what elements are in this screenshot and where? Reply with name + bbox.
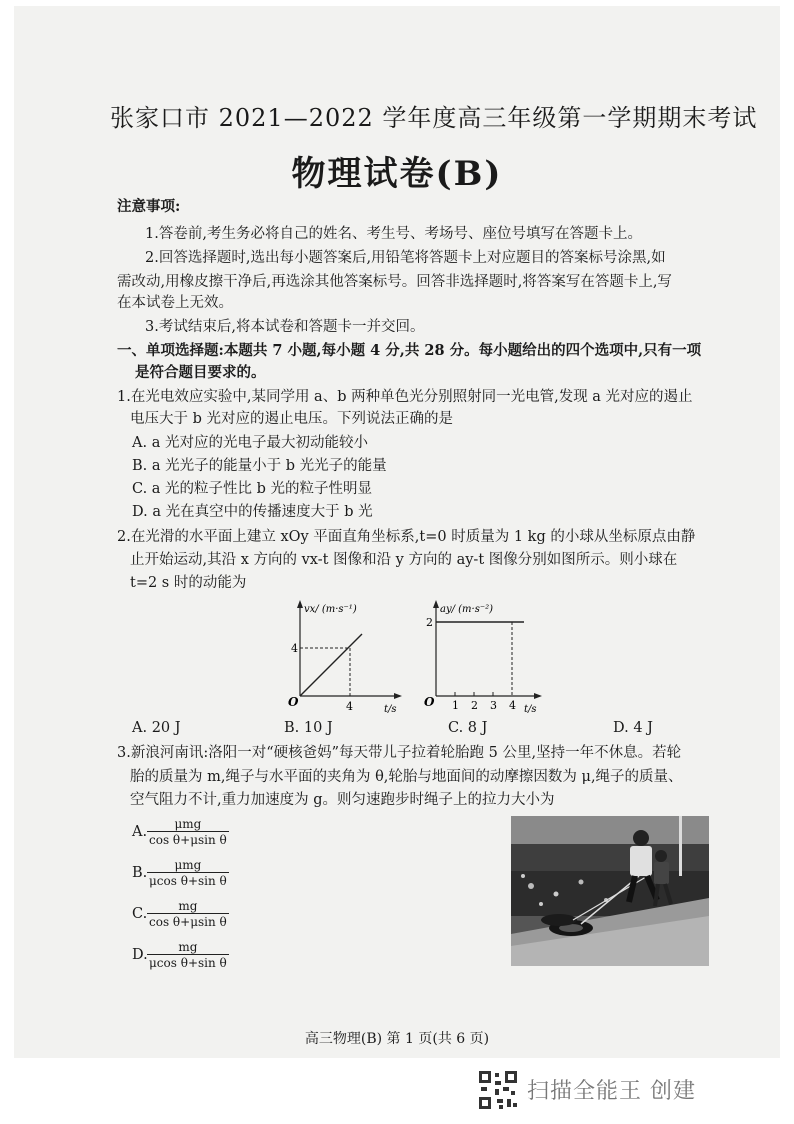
vx-graph-xtick: 4 xyxy=(346,700,353,713)
q3-option-b-numerator: μmg xyxy=(174,858,202,872)
q2-stem-line-2: 止开始运动,其沿 x 方向的 vx-t 图像和沿 y 方向的 ay-t 图像分别如图所示。则小球在 xyxy=(130,552,678,568)
q2-option-a: A. 20 J xyxy=(132,720,181,736)
q3-stem-line-1: 3.新浪河南讯:洛阳一对“硬核爸妈”每天带儿子拉着轮胎跑 5 公里,坚持一年不休息。若轮 xyxy=(117,745,682,761)
notice-line-2: 2.回答选择题时,选出每小题答案后,用铅笔将答题卡上对应题目的答案标号涂黑,如 xyxy=(145,250,666,266)
photo-illustration xyxy=(511,816,709,966)
q3-option-a-label: A. xyxy=(132,824,148,840)
exam-subtitle: 物理试卷(B) xyxy=(291,154,503,194)
ay-graph-xtick-3: 3 xyxy=(490,699,497,712)
scanner-watermark: 扫描全能王 创建 xyxy=(527,1079,696,1104)
q2-option-c: C. 8 J xyxy=(448,720,488,736)
q2-stem-line-3: t=2 s 时的动能为 xyxy=(130,575,247,591)
notice-line-4: 在本试卷上无效。 xyxy=(117,295,233,311)
ay-graph-xlabel: t/s xyxy=(524,704,537,715)
notice-heading: 注意事项: xyxy=(117,198,181,215)
q2-option-d: D. 4 J xyxy=(613,720,653,736)
vx-graph-origin: O xyxy=(288,695,299,709)
q3-option-c-denominator: cos θ+μsin θ xyxy=(149,915,227,929)
section-heading-line-1: 一、单项选择题:本题共 7 小题,每小题 4 分,共 28 分。每小题给出的四个选项中,只有一项 xyxy=(117,342,702,359)
ay-graph-x-arrow xyxy=(534,693,542,699)
q2-stem-line-1: 2.在光滑的水平面上建立 xOy 平面直角坐标系,t=0 时质量为 1 kg 的小球从坐标原点由静 xyxy=(117,529,696,545)
q3-option-d-label: D. xyxy=(132,947,148,963)
exam-title: 张家口市 2021—2022 学年度高三年级第一学期期末考试 xyxy=(110,104,758,132)
vx-graph-x-arrow xyxy=(394,693,402,699)
section-heading-line-2: 是符合题目要求的。 xyxy=(135,364,266,381)
q1-stem-line-2: 电压大于 b 光对应的遏止电压。下列说法正确的是 xyxy=(130,411,453,427)
vx-graph-y-arrow xyxy=(297,600,303,608)
qr-code-icon xyxy=(477,1069,519,1111)
q3-option-b-denominator: μcos θ+sin θ xyxy=(149,874,227,888)
q3-stem-line-2: 胎的质量为 m,绳子与水平面的夹角为 θ,轮胎与地面间的动摩擦因数为 μ,绳子的质量、 xyxy=(130,769,683,785)
q1-option-a: A. a 光对应的光电子最大初动能较小 xyxy=(132,435,368,451)
q3-option-c-fraction xyxy=(147,899,229,929)
q3-option-b-fraction xyxy=(147,858,229,888)
q1-option-c: C. a 光的粒子性比 b 光的粒子性明显 xyxy=(132,481,373,497)
q3-option-a-fraction xyxy=(147,817,229,847)
ay-graph-origin: O xyxy=(424,695,435,709)
q1-stem-line-1: 1.在光电效应实验中,某同学用 a、b 两种单色光分别照射同一光电管,发现 a 光对应的遏止 xyxy=(117,389,693,405)
vx-graph-xlabel: t/s xyxy=(384,704,397,715)
page-footer: 高三物理(B) 第 1 页(共 6 页) xyxy=(304,1031,490,1047)
ay-graph-ylabel: ay/ (m·s⁻²) xyxy=(440,604,494,615)
notice-line-3: 需改动,用橡皮擦干净后,再选涂其他答案标号。回答非选择题时,将答案写在答题卡上,写 xyxy=(117,274,672,290)
q3-option-a-numerator: μmg xyxy=(174,817,202,831)
q3-option-d-fraction xyxy=(147,940,229,970)
q3-option-d-numerator: mg xyxy=(178,940,198,954)
vx-t-graph xyxy=(280,596,410,718)
vx-graph-line xyxy=(300,634,362,696)
q1-option-d: D. a 光在真空中的传播速度大于 b 光 xyxy=(132,504,373,520)
ay-graph-xtick-4: 4 xyxy=(509,699,516,712)
ay-graph-ytick: 2 xyxy=(426,616,433,629)
notice-line-5: 3.考试结束后,将本试卷和答题卡一并交回。 xyxy=(145,319,425,335)
q3-option-d-denominator: μcos θ+sin θ xyxy=(149,956,227,970)
q3-option-a-denominator: cos θ+μsin θ xyxy=(149,833,227,847)
ay-t-graph xyxy=(420,596,550,718)
q1-option-b: B. a 光光子的能量小于 b 光光子的能量 xyxy=(132,458,387,474)
q3-option-b-label: B. xyxy=(132,865,148,881)
q2-option-b: B. 10 J xyxy=(284,720,333,736)
vx-graph-ylabel: vx/ (m·s⁻¹) xyxy=(304,604,357,615)
q3-option-c-numerator: mg xyxy=(178,899,198,913)
notice-line-1: 1.答卷前,考生务必将自己的姓名、考生号、考场号、座位号填写在答题卡上。 xyxy=(145,226,642,242)
tire-running-photo xyxy=(511,816,709,966)
ay-graph-xtick-1: 1 xyxy=(452,699,459,712)
vx-graph-ytick: 4 xyxy=(291,642,298,655)
ay-graph-y-arrow xyxy=(433,600,439,608)
q3-stem-line-3: 空气阻力不计,重力加速度为 g。则匀速跑步时绳子上的拉力大小为 xyxy=(130,792,555,808)
ay-graph-xtick-2: 2 xyxy=(471,699,478,712)
q3-option-c-label: C. xyxy=(132,906,148,922)
